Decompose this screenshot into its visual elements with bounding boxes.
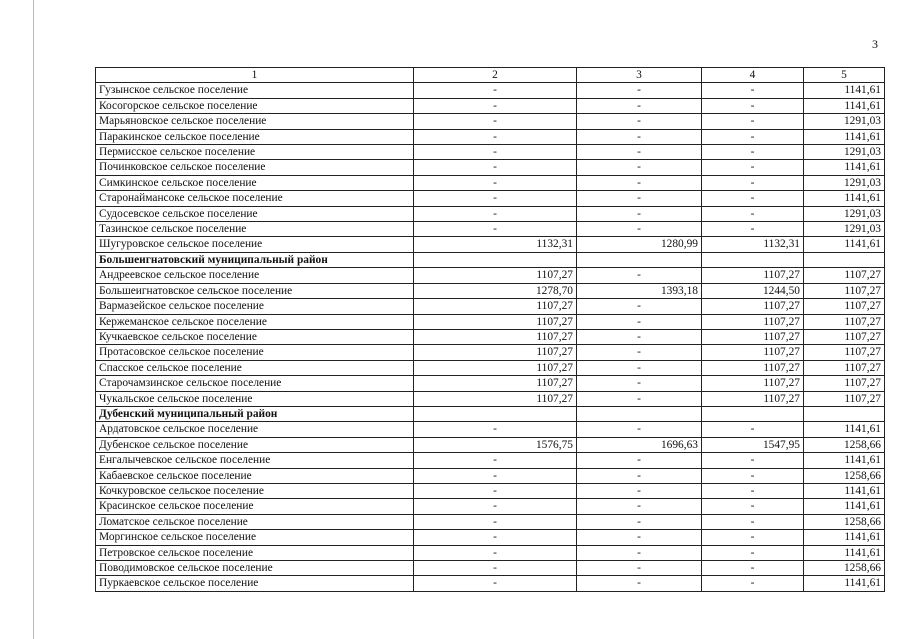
value-cell-col-3: - xyxy=(577,360,702,375)
settlement-name-cell: Шугуровское сельское поселение xyxy=(96,237,414,252)
value-cell-col-4: - xyxy=(702,206,804,221)
settlement-name-cell: Тазинское сельское поселение xyxy=(96,222,414,237)
value-cell-col-2 xyxy=(414,252,577,267)
value-cell-col-4: - xyxy=(702,545,804,560)
table-row xyxy=(96,422,885,437)
value-cell-col-5: 1107,27 xyxy=(804,391,885,406)
value-cell-col-2: - xyxy=(414,453,577,468)
column-header-5: 5 xyxy=(804,68,885,83)
value-cell-col-5: 1107,27 xyxy=(804,329,885,344)
value-cell-col-2: - xyxy=(414,545,577,560)
value-cell-col-2: 1107,27 xyxy=(414,360,577,375)
value-cell-col-2: - xyxy=(414,576,577,591)
value-cell-col-2: 1107,27 xyxy=(414,299,577,314)
value-cell-col-4: - xyxy=(702,453,804,468)
value-cell-col-3: - xyxy=(577,514,702,529)
value-cell-col-2 xyxy=(414,406,577,421)
value-cell-col-3: - xyxy=(577,175,702,190)
value-cell-col-5: 1291,03 xyxy=(804,114,885,129)
value-cell-col-5: 1107,27 xyxy=(804,268,885,283)
value-cell-col-3: - xyxy=(577,468,702,483)
value-cell-col-5: 1141,61 xyxy=(804,499,885,514)
value-cell-col-5: 1141,61 xyxy=(804,530,885,545)
section-row xyxy=(96,406,885,421)
table-row xyxy=(96,376,885,391)
table-row xyxy=(96,483,885,498)
value-cell-col-4: - xyxy=(702,561,804,576)
table-row xyxy=(96,576,885,591)
value-cell-col-4: - xyxy=(702,222,804,237)
value-cell-col-2: - xyxy=(414,483,577,498)
value-cell-col-3: - xyxy=(577,129,702,144)
value-cell-col-4: - xyxy=(702,175,804,190)
value-cell-col-2: 1107,27 xyxy=(414,314,577,329)
value-cell-col-5: 1291,03 xyxy=(804,206,885,221)
value-cell-col-5: 1258,66 xyxy=(804,468,885,483)
column-header-1: 1 xyxy=(96,68,414,83)
value-cell-col-4: 1132,31 xyxy=(702,237,804,252)
table-row xyxy=(96,114,885,129)
settlement-name-cell: Косогорское сельское поселение xyxy=(96,98,414,113)
value-cell-col-3: - xyxy=(577,299,702,314)
value-cell-col-2: - xyxy=(414,222,577,237)
value-cell-col-4: 1107,27 xyxy=(702,376,804,391)
value-cell-col-5: 1258,66 xyxy=(804,561,885,576)
value-cell-col-2: 1132,31 xyxy=(414,237,577,252)
settlement-name-cell: Ломатское сельское поселение xyxy=(96,514,414,529)
value-cell-col-3 xyxy=(577,252,702,267)
settlement-name-cell: Кучкаевское сельское поселение xyxy=(96,329,414,344)
settlement-name-cell: Вармазейское сельское поселение xyxy=(96,299,414,314)
table-row xyxy=(96,283,885,298)
value-cell-col-3 xyxy=(577,406,702,421)
table-row xyxy=(96,530,885,545)
column-header-4: 4 xyxy=(702,68,804,83)
value-cell-col-4 xyxy=(702,252,804,267)
value-cell-col-5: 1291,03 xyxy=(804,222,885,237)
value-cell-col-3: - xyxy=(577,206,702,221)
table-body xyxy=(96,83,885,591)
table-row xyxy=(96,391,885,406)
settlement-name-cell: Кочкуровское сельское поселение xyxy=(96,483,414,498)
table-row xyxy=(96,83,885,98)
value-cell-col-5: 1107,27 xyxy=(804,299,885,314)
table-row xyxy=(96,299,885,314)
settlement-name-cell: Енгалычевское сельское поселение xyxy=(96,453,414,468)
page-number: 3 xyxy=(872,37,878,51)
value-cell-col-2: - xyxy=(414,114,577,129)
value-cell-col-5: 1141,61 xyxy=(804,545,885,560)
value-cell-col-2: - xyxy=(414,145,577,160)
column-header-3: 3 xyxy=(577,68,702,83)
value-cell-col-2: - xyxy=(414,206,577,221)
table-row xyxy=(96,453,885,468)
page-edge-rule xyxy=(33,0,34,639)
table-row xyxy=(96,175,885,190)
value-cell-col-2: - xyxy=(414,160,577,175)
value-cell-col-4: - xyxy=(702,98,804,113)
section-row xyxy=(96,252,885,267)
value-cell-col-5: 1258,66 xyxy=(804,514,885,529)
value-cell-col-3: - xyxy=(577,561,702,576)
value-cell-col-3: - xyxy=(577,145,702,160)
settlement-name-cell: Симкинское сельское поселение xyxy=(96,175,414,190)
value-cell-col-4: 1107,27 xyxy=(702,360,804,375)
value-cell-col-3: - xyxy=(577,576,702,591)
settlement-name-cell: Пуркаевское сельское поселение xyxy=(96,576,414,591)
value-cell-col-3: - xyxy=(577,314,702,329)
value-cell-col-3: - xyxy=(577,268,702,283)
value-cell-col-4: 1107,27 xyxy=(702,391,804,406)
value-cell-col-2: 1107,27 xyxy=(414,329,577,344)
value-cell-col-5: 1141,61 xyxy=(804,129,885,144)
value-cell-col-4: 1107,27 xyxy=(702,299,804,314)
value-cell-col-2: - xyxy=(414,530,577,545)
value-cell-col-4: - xyxy=(702,514,804,529)
value-cell-col-4: - xyxy=(702,530,804,545)
value-cell-col-5: 1141,61 xyxy=(804,422,885,437)
value-cell-col-3: - xyxy=(577,499,702,514)
settlement-name-cell: Ардатовское сельское поселение xyxy=(96,422,414,437)
value-cell-col-5: 1141,61 xyxy=(804,483,885,498)
header-row xyxy=(96,68,885,83)
settlement-name-cell: Пермисское сельское поселение xyxy=(96,145,414,160)
value-cell-col-5: 1107,27 xyxy=(804,314,885,329)
settlement-name-cell: Красинское сельское поселение xyxy=(96,499,414,514)
value-cell-col-2: 1107,27 xyxy=(414,391,577,406)
value-cell-col-5: 1141,61 xyxy=(804,191,885,206)
value-cell-col-3: - xyxy=(577,114,702,129)
table-row xyxy=(96,514,885,529)
value-cell-col-5: 1141,61 xyxy=(804,98,885,113)
value-cell-col-5: 1107,27 xyxy=(804,360,885,375)
settlement-name-cell: Починковское сельское поселение xyxy=(96,160,414,175)
value-cell-col-2: 1278,70 xyxy=(414,283,577,298)
value-cell-col-3: - xyxy=(577,160,702,175)
settlement-name-cell: Моргинское сельское поселение xyxy=(96,530,414,545)
value-cell-col-4: 1107,27 xyxy=(702,329,804,344)
value-cell-col-4 xyxy=(702,406,804,421)
table-row xyxy=(96,499,885,514)
settlement-name-cell: Старочамзинское сельское поселение xyxy=(96,376,414,391)
value-cell-col-5: 1291,03 xyxy=(804,145,885,160)
value-cell-col-5: 1141,61 xyxy=(804,160,885,175)
value-cell-col-3: - xyxy=(577,453,702,468)
value-cell-col-5 xyxy=(804,406,885,421)
value-cell-col-3: - xyxy=(577,530,702,545)
value-cell-col-4: - xyxy=(702,129,804,144)
value-cell-col-4: 1547,95 xyxy=(702,437,804,452)
table-row xyxy=(96,360,885,375)
value-cell-col-3: - xyxy=(577,545,702,560)
value-cell-col-5: 1141,61 xyxy=(804,576,885,591)
settlement-name-cell: Кабаевское сельское поселение xyxy=(96,468,414,483)
table-header xyxy=(96,68,885,83)
value-cell-col-4: - xyxy=(702,499,804,514)
table-row xyxy=(96,145,885,160)
value-cell-col-5: 1107,27 xyxy=(804,376,885,391)
value-cell-col-3: - xyxy=(577,376,702,391)
value-cell-col-2: - xyxy=(414,83,577,98)
settlement-name-cell: Судосевское сельское поселение xyxy=(96,206,414,221)
value-cell-col-5: 1258,66 xyxy=(804,437,885,452)
table-row xyxy=(96,160,885,175)
value-cell-col-4: 1107,27 xyxy=(702,268,804,283)
table-row xyxy=(96,129,885,144)
value-cell-col-4: 1107,27 xyxy=(702,345,804,360)
settlement-name-cell: Чукальское сельское поселение xyxy=(96,391,414,406)
value-cell-col-4: - xyxy=(702,483,804,498)
settlement-name-cell: Паракинское сельское поселение xyxy=(96,129,414,144)
settlement-name-cell: Марьяновское сельское поселение xyxy=(96,114,414,129)
value-cell-col-3: - xyxy=(577,345,702,360)
value-cell-col-2: - xyxy=(414,175,577,190)
value-cell-col-5: 1107,27 xyxy=(804,283,885,298)
value-cell-col-2: - xyxy=(414,129,577,144)
district-name-cell: Дубенский муниципальный район xyxy=(96,406,414,421)
table-row xyxy=(96,545,885,560)
value-cell-col-4: 1244,50 xyxy=(702,283,804,298)
value-cell-col-5: 1141,61 xyxy=(804,83,885,98)
table-row xyxy=(96,98,885,113)
table-row xyxy=(96,468,885,483)
value-cell-col-3: 1280,99 xyxy=(577,237,702,252)
table-row xyxy=(96,191,885,206)
table-row xyxy=(96,314,885,329)
value-cell-col-2: 1107,27 xyxy=(414,376,577,391)
district-name-cell: Большеигнатовский муниципальный район xyxy=(96,252,414,267)
value-cell-col-2: - xyxy=(414,514,577,529)
settlement-name-cell: Гузынское сельское поселение xyxy=(96,83,414,98)
value-cell-col-5: 1107,27 xyxy=(804,345,885,360)
value-cell-col-4: - xyxy=(702,83,804,98)
value-cell-col-3: - xyxy=(577,83,702,98)
value-cell-col-3: - xyxy=(577,191,702,206)
table-row xyxy=(96,222,885,237)
value-cell-col-5: 1141,61 xyxy=(804,453,885,468)
value-cell-col-3: - xyxy=(577,422,702,437)
value-cell-col-3: - xyxy=(577,329,702,344)
value-cell-col-5 xyxy=(804,252,885,267)
value-cell-col-5: 1141,61 xyxy=(804,237,885,252)
settlement-name-cell: Поводимовское сельское поселение xyxy=(96,561,414,576)
value-cell-col-4: - xyxy=(702,468,804,483)
value-cell-col-4: - xyxy=(702,160,804,175)
value-cell-col-3: - xyxy=(577,391,702,406)
table-row xyxy=(96,329,885,344)
table-row xyxy=(96,345,885,360)
settlement-name-cell: Кержеманское сельское поселение xyxy=(96,314,414,329)
value-cell-col-4: - xyxy=(702,576,804,591)
value-cell-col-2: - xyxy=(414,468,577,483)
settlement-name-cell: Протасовское сельское поселение xyxy=(96,345,414,360)
table-row xyxy=(96,437,885,452)
value-cell-col-2: - xyxy=(414,499,577,514)
value-cell-col-2: 1576,75 xyxy=(414,437,577,452)
value-cell-col-2: 1107,27 xyxy=(414,345,577,360)
settlement-name-cell: Спасское сельское поселение xyxy=(96,360,414,375)
settlement-name-cell: Большеигнатовское сельское поселение xyxy=(96,283,414,298)
value-cell-col-2: - xyxy=(414,98,577,113)
value-cell-col-3: - xyxy=(577,222,702,237)
value-cell-col-2: 1107,27 xyxy=(414,268,577,283)
value-cell-col-2: - xyxy=(414,191,577,206)
table-row xyxy=(96,206,885,221)
value-cell-col-2: - xyxy=(414,422,577,437)
value-cell-col-4: - xyxy=(702,145,804,160)
table-row xyxy=(96,268,885,283)
value-cell-col-3: 1393,18 xyxy=(577,283,702,298)
value-cell-col-3: - xyxy=(577,483,702,498)
value-cell-col-3: - xyxy=(577,98,702,113)
settlement-name-cell: Дубенское сельское поселение xyxy=(96,437,414,452)
value-cell-col-5: 1291,03 xyxy=(804,175,885,190)
value-cell-col-4: - xyxy=(702,422,804,437)
value-cell-col-2: - xyxy=(414,561,577,576)
column-header-2: 2 xyxy=(414,68,577,83)
value-cell-col-4: - xyxy=(702,114,804,129)
value-cell-col-4: - xyxy=(702,191,804,206)
settlement-name-cell: Петровское сельское поселение xyxy=(96,545,414,560)
value-cell-col-3: 1696,63 xyxy=(577,437,702,452)
rates-table xyxy=(95,67,885,592)
settlement-name-cell: Андреевское сельское поселение xyxy=(96,268,414,283)
table-row xyxy=(96,237,885,252)
table-row xyxy=(96,561,885,576)
value-cell-col-4: 1107,27 xyxy=(702,314,804,329)
settlement-name-cell: Старонаймансоке сельское поселение xyxy=(96,191,414,206)
